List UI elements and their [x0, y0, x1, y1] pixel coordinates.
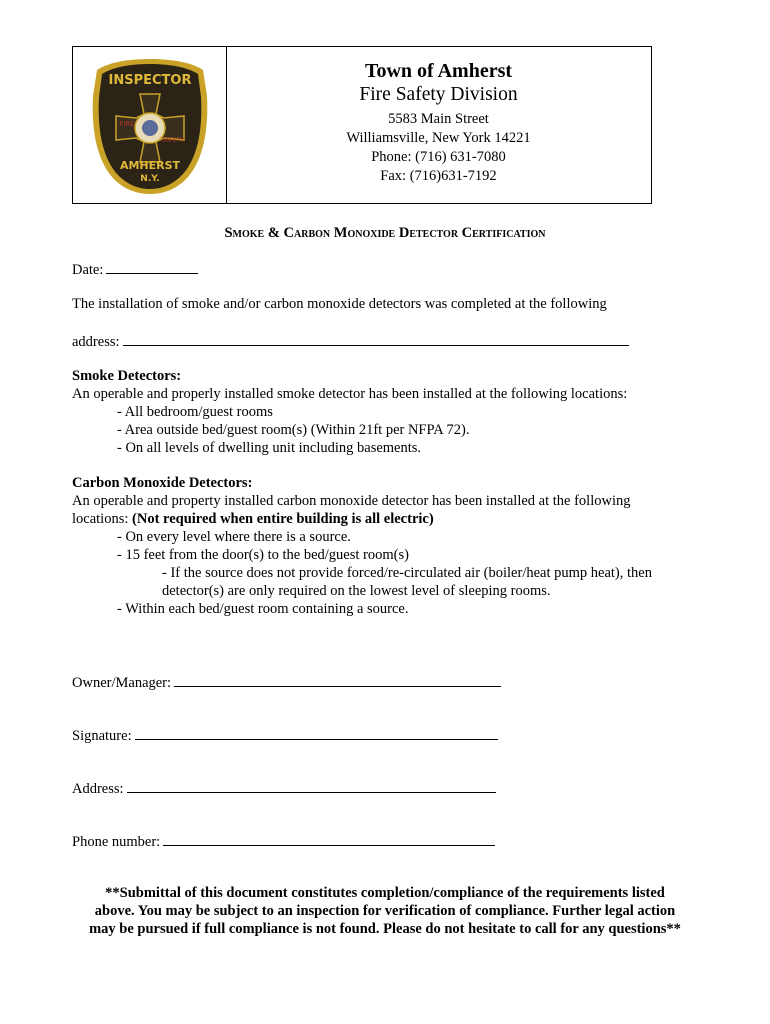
co-subitem: detector(s) are only required on the lowest level of sleeping rooms. — [162, 583, 551, 599]
patch-bottom-text: AMHERST — [119, 159, 181, 172]
co-item: - Within each bed/guest room containing a source. — [117, 601, 409, 617]
patch-top-text: INSPECTOR — [108, 73, 192, 88]
owner-label: Owner/Manager: — [72, 675, 172, 691]
footer-line: **Submittal of this document constitutes completion/compliance of the requirements listed — [105, 885, 665, 901]
owner-address-field[interactable] — [127, 779, 496, 793]
co-intro-line1: An operable and property installed carbon monoxide detector has been installed at the following — [72, 493, 631, 509]
co-item: - On every level where there is a source. — [117, 529, 351, 545]
owner-field[interactable] — [174, 673, 501, 687]
footer-line: above. You may be subject to an inspection for verification of compliance. Further legal action — [94, 903, 676, 919]
smoke-intro: An operable and properly installed smoke detector has been installed at the following locations: — [72, 386, 628, 402]
co-exemption-note: (Not required when entire building is all electric) — [132, 511, 434, 527]
smoke-item: - All bedroom/guest rooms — [117, 404, 273, 420]
city-address: Williamsville, New York 14221 — [346, 130, 531, 146]
phone-field[interactable] — [163, 832, 495, 846]
footer-line: may be pursued if full compliance is not found. Please do not hesitate to call for any questions** — [89, 921, 681, 937]
org-title: Town of Amherst — [364, 60, 513, 82]
document-title: Smoke & Carbon Monoxide Detector Certification — [224, 225, 546, 241]
address-label: address: — [72, 334, 120, 350]
co-heading: Carbon Monoxide Detectors: — [72, 475, 253, 491]
date-label: Date: — [72, 262, 104, 278]
co-intro-line2 — [72, 511, 434, 528]
signature-field[interactable] — [135, 726, 498, 740]
owner-row — [72, 673, 501, 692]
co-subitem: - If the source does not provide forced/re-circulated air (boiler/heat pump heat), then — [162, 565, 652, 581]
compliance-footer — [60, 884, 710, 938]
phone-label: Phone number: — [72, 834, 161, 850]
owner-address-row — [72, 779, 496, 798]
inspector-patch-logo — [91, 56, 209, 196]
co-intro-prefix: locations: — [72, 511, 133, 527]
street-address: 5583 Main Street — [388, 111, 489, 127]
owner-address-label: Address: — [72, 781, 124, 797]
date-field[interactable] — [106, 260, 198, 274]
smoke-item: - On all levels of dwelling unit including basements. — [117, 440, 422, 456]
address-field[interactable] — [123, 332, 629, 346]
fax-number: Fax: (716)631-7192 — [380, 168, 497, 184]
intro-line: The installation of smoke and/or carbon monoxide detectors was completed at the following — [72, 296, 607, 312]
signature-label: Signature: — [72, 728, 132, 744]
address-row — [72, 332, 629, 351]
phone-row — [72, 832, 495, 851]
co-item: - 15 feet from the door(s) to the bed/guest room(s) — [117, 547, 409, 563]
letterhead-box — [72, 46, 652, 204]
smoke-item: - Area outside bed/guest room(s) (Within 21ft per NFPA 72). — [117, 422, 470, 438]
patch-fire-text: FIRE — [119, 120, 135, 128]
date-row — [72, 260, 198, 279]
phone-number: Phone: (716) 631-7080 — [371, 149, 506, 165]
smoke-heading: Smoke Detectors: — [72, 368, 182, 384]
patch-safety-text: SAFETY — [161, 137, 185, 144]
signature-row — [72, 726, 498, 745]
division-name: Fire Safety Division — [359, 84, 518, 105]
patch-bottom-sub: N.Y. — [140, 174, 160, 184]
logo-cell — [73, 47, 227, 203]
letterhead-text — [226, 59, 651, 186]
